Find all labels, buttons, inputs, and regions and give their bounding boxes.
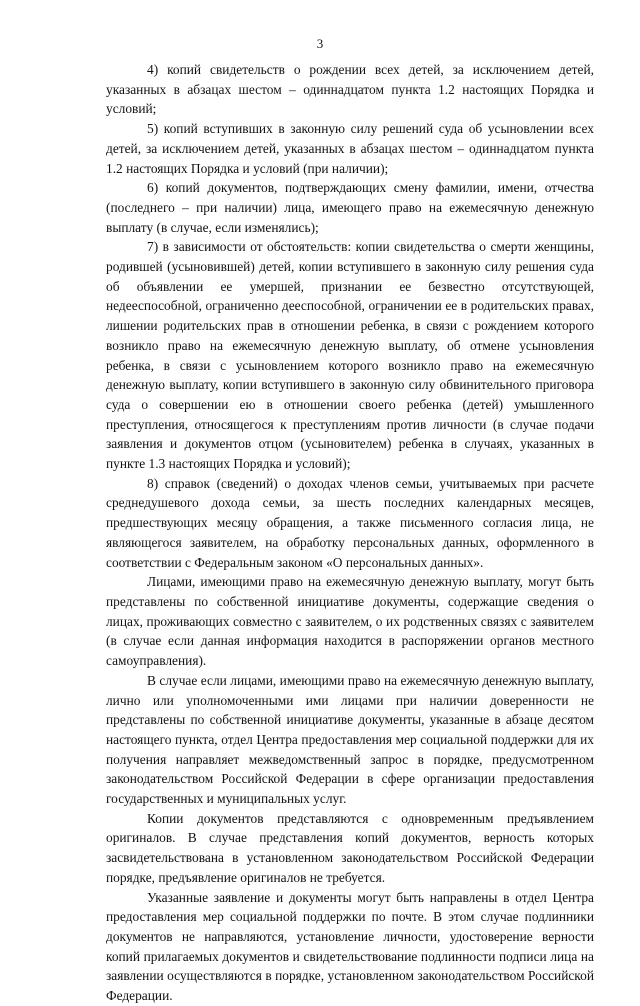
paragraph-item-6: 6) копий документов, подтверждающих смену фамилии, имени, отчества (последнего – при наличии) лица, имеющего право на ежемесячную денежную выплату (в случае, если изменялись); <box>106 180 594 235</box>
paragraph-item-4: 4) копий свидетельств о рождении всех детей, за исключением детей, указанных в абзацах шестом – одиннадцатом пункта 1.2 настоящих Порядка и условий; <box>106 62 594 117</box>
paragraph-item-8: 8) справок (сведений) о доходах членов семьи, учитываемых при расчете среднедушевого дохода семьи, за шесть последних календарных месяцев, предшествующих месяцу обращения, а также письменного согласия лица, не являющегося заявителем, на обработку персональных данных, оформленного в соответствии с Федеральным законом «О персональных данных». <box>106 475 594 570</box>
paragraph-postal-submission: Указанные заявление и документы могут быть направлены в отдел Центра предоставления мер социальной поддержки по почте. В этом случае подлинники документов не направляются, установление личности, удостоверение верности копий прилагаемых документов и свидетельствование подлинности подписи лица на заявлении осуществляются в порядке, установленном законодательством Российской Федерации. <box>106 889 594 1004</box>
document-body <box>106 60 594 1006</box>
paragraph-interagency-request: В случае если лицами, имеющими право на ежемесячную денежную выплату, лично или уполномоченными ими лицами при наличии доверенности не представлены по собственной инициативе документы, указанные в абзаце десятом настоящего пункта, отдел Центра предоставления мер социальной поддержки для их получения направляет межведомственный запрос в порядке, предусмотренном законодательством Российской Федерации в сфере организации предоставления государственных и муниципальных услуг. <box>106 672 594 807</box>
page-number: 3 <box>316 36 324 51</box>
paragraph-item-5: 5) копий вступивших в законную силу решений суда об усыновлении всех детей, за исключением детей, указанных в абзацах шестом – одиннадцатом пункта 1.2 настоящих Порядка и условий (при наличии); <box>106 121 594 176</box>
paragraph-item-7: 7) в зависимости от обстоятельств: копии свидетельства о смерти женщины, родившей (усыновившей) детей, копии вступившего в законную силу решения суда об объявлении ее умершей, признании ее безвестно отсутствующей, недееспособной, ограниченно дееспособной, ограничении ее в родительских правах, лишении родительских прав в отношении ребенка, в связи с рождением которого возникло право на ежемесячную денежную выплату, об отмене усыновления ребенка, в связи с усыновлением которого возникло право на ежемесячную денежную выплату, копии вступившего в законную силу обвинительного приговора суда о совершении ею в отношении своего ребенка (детей) умышленного преступления, относящегося к преступлениям против личности (в случае подачи заявления и документов отцом (усыновителем) ребенка в случаях, указанных в пункте 1.3 настоящих Порядка и условий); <box>106 239 594 472</box>
paragraph-optional-documents: Лицами, имеющими право на ежемесячную денежную выплату, могут быть представлены по собственной инициативе документы, содержащие сведения о лицах, проживающих совместно с заявителем, о их родственных связях с заявителем (в случае если данная информация находится в распоряжении органов местного самоуправления). <box>106 574 594 669</box>
paragraph-copies-originals: Копии документов представляются с одновременным предъявлением оригиналов. В случае представления копий документов, верность которых засвидетельствована в установленном законодательством Российской Федерации порядке, предъявление оригиналов не требуется. <box>106 810 594 885</box>
